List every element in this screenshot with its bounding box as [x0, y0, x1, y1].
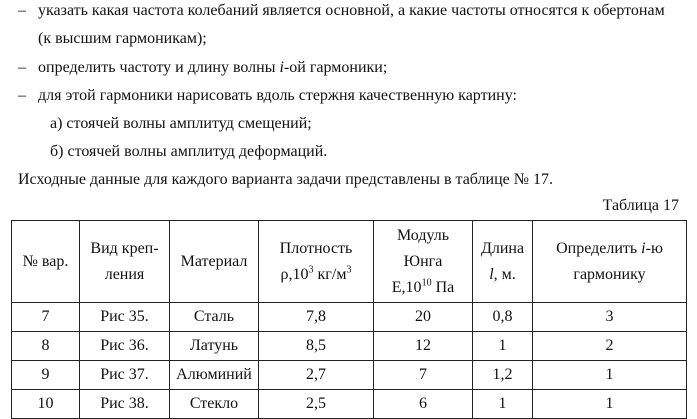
cell-length: 1: [473, 332, 533, 361]
cell-length: 1: [473, 390, 533, 419]
header-modulus-symbol: Е,10: [391, 278, 422, 296]
cell-harmonic: 1: [533, 361, 687, 390]
header-variant-number: № вар.: [12, 221, 80, 303]
header-determine-pre: Определить: [556, 239, 642, 257]
bullet-dash: –: [18, 2, 26, 19]
bullet-item-2: [18, 58, 688, 78]
bullet-item-1: [18, 1, 688, 21]
header-density-line1: Плотность: [279, 239, 353, 257]
header-length-symbol: l: [489, 265, 494, 283]
bullet-item-3: [18, 86, 688, 106]
header-length-unit: , м.: [493, 265, 516, 283]
header-modulus-line2: Юнга: [403, 252, 443, 270]
header-mount-type: [80, 221, 170, 303]
intro-paragraph: Исходные данные для каждого варианта задачи представлены в таблице № 17.: [18, 171, 554, 188]
subitem-a: а) стоячей волны амплитуд смещений;: [50, 115, 312, 132]
subitem-b: б) стоячей волны амплитуд деформаций.: [50, 143, 328, 160]
cell-mount: Рис 36.: [80, 332, 170, 361]
bullet-text-pre: определить частоту и длину волны: [38, 59, 280, 76]
bullet-text-post: -ой гармоники;: [283, 59, 388, 76]
table-header-row: [12, 221, 687, 303]
cell-modulus: 12: [374, 332, 473, 361]
cell-variant: 10: [12, 390, 80, 419]
bullet-text-italic: i: [279, 59, 284, 76]
cell-length: 0,8: [473, 303, 533, 332]
header-modulus-line1: Модуль: [396, 226, 450, 244]
table-row: [12, 361, 687, 390]
bullet-dash: –: [18, 87, 26, 104]
header-density: [259, 221, 374, 303]
header-mount-line2: ления: [104, 265, 145, 283]
cell-variant: 9: [12, 361, 80, 390]
header-determine-harmonic: [533, 221, 687, 303]
cell-modulus: 7: [374, 361, 473, 390]
bullet-dash: –: [18, 59, 26, 76]
cell-density: 2,5: [259, 390, 374, 419]
cell-harmonic: 1: [533, 390, 687, 419]
cell-variant: 8: [12, 332, 80, 361]
cell-material: Стекло: [170, 390, 259, 419]
cell-mount: Рис 37.: [80, 361, 170, 390]
bullet-text: указать какая частота колебаний является основной, а какие частоты относятся к обертонам: [38, 2, 665, 19]
header-length: [473, 221, 533, 303]
cell-material: Алюминий: [170, 361, 259, 390]
cell-material: Латунь: [170, 332, 259, 361]
cell-density: 7,8: [259, 303, 374, 332]
cell-mount: Рис 38.: [80, 390, 170, 419]
cell-density: 2,7: [259, 361, 374, 390]
header-youngs-modulus: [374, 221, 473, 303]
header-material: Материал: [170, 221, 259, 303]
cell-mount: Рис 35.: [80, 303, 170, 332]
table-row: [12, 332, 687, 361]
table-row: [12, 303, 687, 332]
bullet-text: для этой гармоники нарисовать вдоль стержня качественную картину:: [38, 87, 517, 104]
header-determine-i: i: [641, 239, 646, 257]
header-modulus-unit: Па: [431, 278, 455, 296]
cell-material: Сталь: [170, 303, 259, 332]
cell-harmonic: 3: [533, 303, 687, 332]
data-table: [11, 220, 687, 419]
table-caption: Таблица 17: [602, 197, 679, 214]
header-density-exp1: 3: [308, 264, 314, 276]
header-length-line1: Длина: [480, 239, 525, 257]
bullet-text-continuation: (к высшим гармоникам);: [38, 30, 207, 47]
cell-density: 8,5: [259, 332, 374, 361]
header-density-unit: кг/м: [313, 265, 347, 283]
header-modulus-exp: 10: [421, 277, 432, 289]
header-mount-line1: Вид креп-: [90, 239, 159, 257]
cell-length: 1,2: [473, 361, 533, 390]
table-row: [12, 390, 687, 419]
bullet-item-1-continuation: [38, 29, 207, 49]
header-density-exp2: 3: [346, 264, 352, 276]
cell-harmonic: 2: [533, 332, 687, 361]
header-determine-line2: гармонику: [573, 265, 646, 283]
header-determine-post: -ю: [645, 239, 663, 257]
cell-modulus: 20: [374, 303, 473, 332]
bullet-text: [38, 58, 387, 78]
header-density-symbol: ρ,10: [280, 265, 309, 283]
cell-variant: 7: [12, 303, 80, 332]
cell-modulus: 6: [374, 390, 473, 419]
